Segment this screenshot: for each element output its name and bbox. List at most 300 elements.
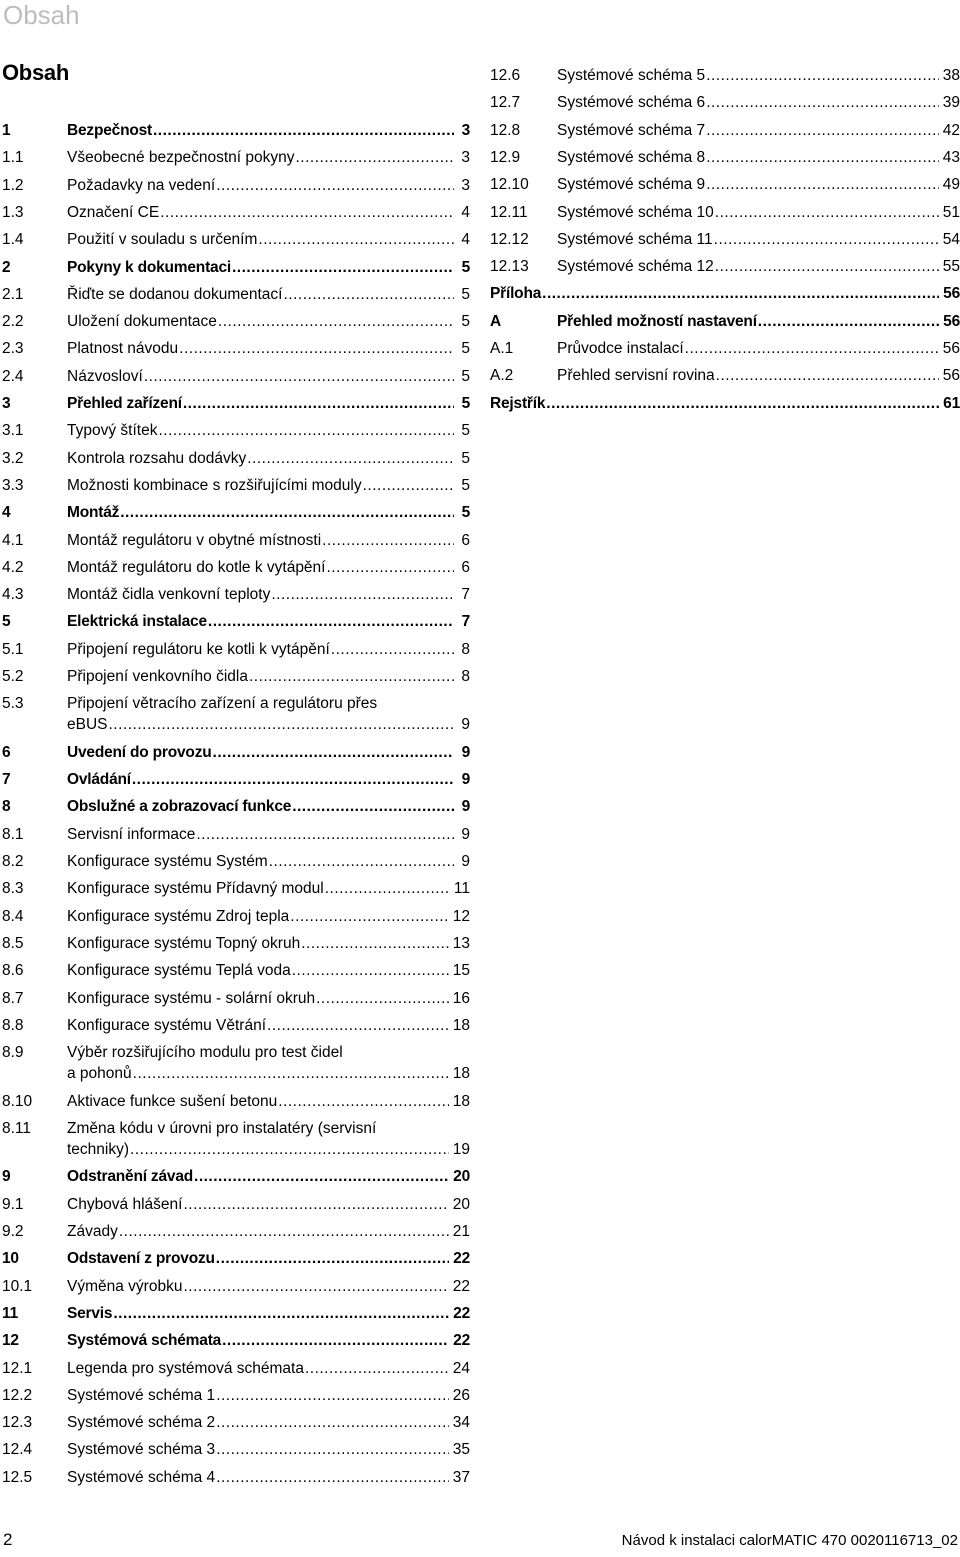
toc-entry[interactable] <box>0 284 470 305</box>
toc-entry-number: 1 <box>2 122 11 139</box>
toc-entry-page: 61 <box>943 394 960 412</box>
toc-entry-page: 9 <box>461 716 470 734</box>
toc-leader-dots <box>316 988 449 1009</box>
toc-entry-body <box>67 584 470 605</box>
toc-entry-title: Konfigurace systému Přídavný modul <box>67 880 324 898</box>
toc-entry-page: 4 <box>461 203 470 221</box>
toc-entry[interactable] <box>0 257 470 278</box>
toc-leader-dots <box>113 1303 449 1324</box>
toc-leader-dots <box>218 311 454 332</box>
toc-entry-number: 1.1 <box>2 149 24 167</box>
toc-entry-body <box>67 502 470 523</box>
toc-entry-title: Systémové schéma 5 <box>557 67 706 84</box>
toc-entry-body <box>67 229 470 250</box>
toc-entry[interactable] <box>490 174 960 195</box>
toc-entry-page: 7 <box>461 586 470 604</box>
toc-heading: Obsah <box>2 60 69 85</box>
toc-entry-number: 8.5 <box>2 934 24 952</box>
toc-entry-body <box>67 1330 470 1351</box>
toc-entry[interactable] <box>0 120 470 141</box>
toc-entry-page: 8 <box>461 668 470 685</box>
toc-entry[interactable] <box>0 611 470 632</box>
toc-entry-number: 8.2 <box>2 853 24 870</box>
toc-entry-title: a pohonů <box>67 1065 132 1083</box>
toc-entry[interactable] <box>0 584 470 605</box>
toc-entry-title: Konfigurace systému Teplá voda <box>67 962 291 980</box>
toc-leader-dots <box>325 878 450 899</box>
toc-entry-body <box>67 611 470 632</box>
toc-entry-title: Požadavky na vedení <box>67 176 216 194</box>
toc-entry-page: 51 <box>942 203 960 221</box>
toc-entry-body <box>67 311 470 332</box>
toc-entry-number: 7 <box>2 771 11 789</box>
toc-entry[interactable] <box>490 283 960 304</box>
toc-leader-dots <box>213 742 454 763</box>
toc-entry-page: 5 <box>461 340 470 358</box>
toc-entry-page: 56 <box>942 340 960 357</box>
toc-entry[interactable] <box>0 1248 470 1269</box>
toc-entry-title: Přehled možností nastavení <box>557 312 757 330</box>
toc-entry[interactable] <box>0 1015 470 1036</box>
toc-entry-body <box>67 284 470 305</box>
toc-entry[interactable] <box>490 311 960 332</box>
toc-leader-dots <box>232 257 454 278</box>
toc-entry[interactable] <box>0 666 470 687</box>
toc-entry-number: 8.8 <box>2 1016 24 1034</box>
toc-entry[interactable] <box>0 906 470 927</box>
toc-entry[interactable] <box>0 557 470 578</box>
toc-entry-title: Průvodce instalací <box>557 340 684 357</box>
toc-entry-number: 5.3 <box>2 695 24 713</box>
toc-entry-title: Systémové schéma 2 <box>67 1414 216 1432</box>
toc-leader-dots <box>247 448 454 469</box>
toc-entry-number: 4.3 <box>2 586 24 604</box>
toc-entry-page: 9 <box>461 771 470 789</box>
toc-entry-title: Řiďte se dodanou dokumentací <box>67 285 283 303</box>
toc-leader-dots <box>715 202 939 223</box>
toc-entry-number: 2.3 <box>2 340 24 358</box>
toc-entry-body <box>67 878 470 899</box>
toc-entry-title: Systémová schémata <box>67 1332 222 1350</box>
toc-entry-page: 5 <box>461 258 470 276</box>
toc-leader-dots <box>120 502 454 523</box>
toc-entry[interactable] <box>490 256 960 277</box>
toc-leader-dots <box>278 1091 449 1112</box>
toc-entry-body <box>67 1042 470 1084</box>
toc-entry-body <box>67 448 470 469</box>
toc-entry-title: Příloha <box>490 285 542 303</box>
toc-leader-dots <box>132 769 454 790</box>
toc-leader-dots <box>292 960 449 981</box>
toc-entry-title: Systémové schéma 11 <box>557 230 713 248</box>
toc-entry-body <box>67 1015 470 1036</box>
toc-entry-body <box>67 338 470 359</box>
toc-entry-title: Konfigurace systému Zdroj tepla <box>67 907 290 925</box>
toc-entry[interactable] <box>490 365 960 386</box>
toc-entry[interactable] <box>0 824 470 845</box>
toc-entry-body <box>67 906 470 927</box>
toc-entry[interactable] <box>0 338 470 359</box>
toc-leader-dots <box>216 1412 449 1433</box>
toc-entry-body <box>67 557 470 578</box>
toc-leader-dots <box>160 202 454 223</box>
toc-entry-page: 16 <box>452 989 470 1007</box>
toc-entry[interactable] <box>0 1358 470 1379</box>
toc-entry-number: 9 <box>2 1168 11 1186</box>
toc-entry-body <box>67 666 470 687</box>
toc-entry-page: 37 <box>452 1468 470 1486</box>
toc-entry-page: 43 <box>942 148 960 166</box>
toc-entry-title: Uvedení do provozu <box>67 743 212 761</box>
toc-entry-page: 56 <box>942 367 960 385</box>
toc-entry[interactable] <box>0 530 470 551</box>
toc-entry-number: A <box>490 312 501 330</box>
toc-entry-title: Systémové schéma 3 <box>67 1441 216 1459</box>
toc-entry-page: 6 <box>461 531 470 549</box>
toc-entry-title: Konfigurace systému - solární okruh <box>67 989 316 1007</box>
toc-entry-body <box>67 796 470 817</box>
toc-entry-body <box>67 202 470 223</box>
toc-leader-dots <box>546 393 939 414</box>
toc-entry[interactable] <box>0 311 470 332</box>
toc-entry[interactable] <box>490 92 960 113</box>
toc-entry-title: Systémové schéma 6 <box>557 94 706 112</box>
toc-entry-body <box>557 147 960 168</box>
toc-entry-title: Systémové schéma 12 <box>557 258 714 276</box>
toc-entry[interactable] <box>0 1276 470 1297</box>
toc-entry-page: 42 <box>942 121 960 139</box>
toc-entry[interactable] <box>0 229 470 250</box>
toc-entry-title: Bezpečnost <box>67 122 152 139</box>
toc-entry[interactable] <box>0 742 470 763</box>
toc-leader-dots <box>216 1467 449 1488</box>
toc-entry[interactable] <box>0 1042 470 1084</box>
toc-entry-page: 9 <box>461 798 470 816</box>
toc-entry-page: 35 <box>452 1441 470 1459</box>
toc-entry-title: Přehled servisní rovina <box>557 367 715 385</box>
toc-entry-page: 8 <box>461 640 470 658</box>
toc-leader-dots <box>322 530 454 551</box>
toc-entry[interactable] <box>0 639 470 660</box>
toc-entry-page: 5 <box>461 367 470 385</box>
toc-entry-body <box>557 365 960 386</box>
toc-entry-title: Označení CE <box>67 203 160 221</box>
toc-entry-number: 8.3 <box>2 880 24 898</box>
toc-entry-number: 12.2 <box>2 1386 33 1404</box>
toc-entry-body <box>67 257 470 278</box>
toc-entry-title: Montáž čidla venkovní teploty <box>67 586 271 604</box>
toc-entry-page: 22 <box>453 1250 470 1268</box>
toc-entry-body <box>67 420 470 441</box>
toc-entry-title: Názvosloví <box>67 367 143 385</box>
toc-entry-body <box>67 120 470 141</box>
toc-entry-page: 34 <box>452 1414 470 1432</box>
toc-entry-page: 39 <box>942 94 960 112</box>
toc-entry-title: Systémové schéma 7 <box>557 121 706 139</box>
toc-entry[interactable] <box>0 769 470 790</box>
toc-leader-dots <box>216 1439 449 1460</box>
toc-entry-body <box>67 1412 470 1433</box>
toc-leader-dots <box>758 311 939 332</box>
toc-entry[interactable] <box>0 502 470 523</box>
toc-entry-page: 26 <box>452 1386 470 1404</box>
toc-entry-title: Připojení venkovního čidla <box>67 668 248 685</box>
toc-entry-number: 4 <box>2 504 11 522</box>
toc-entry-page: 21 <box>452 1223 470 1240</box>
toc-entry[interactable] <box>0 796 470 817</box>
toc-entry[interactable] <box>0 1194 470 1215</box>
toc-entry[interactable] <box>0 202 470 223</box>
toc-entry[interactable] <box>0 1439 470 1460</box>
toc-entry[interactable] <box>490 229 960 250</box>
toc-leader-dots <box>706 147 939 168</box>
toc-leader-dots <box>216 1248 449 1269</box>
toc-entry-number: 8.10 <box>2 1092 33 1110</box>
toc-leader-dots <box>271 584 454 605</box>
toc-entry-body <box>67 639 470 660</box>
toc-entry[interactable] <box>0 448 470 469</box>
toc-entry-body <box>67 1248 470 1269</box>
toc-entry-title: Rejstřík <box>490 394 546 412</box>
toc-entry-title: Servisní informace <box>67 825 196 843</box>
toc-entry-body <box>557 120 960 141</box>
toc-entry-title: Aktivace funkce sušení betonu <box>67 1092 278 1110</box>
toc-leader-dots <box>258 229 454 250</box>
toc-entry-number: 12.6 <box>490 67 521 84</box>
toc-entry-page: 5 <box>461 313 470 331</box>
toc-entry-body <box>557 92 960 113</box>
toc-entry-title: Chybová hlášení <box>67 1195 183 1213</box>
toc-leader-dots <box>109 714 455 735</box>
toc-leader-dots <box>267 1015 449 1036</box>
toc-entry-number: 2.4 <box>2 367 24 385</box>
toc-entry-page: 5 <box>461 449 470 467</box>
toc-entry-number: 3 <box>2 395 11 412</box>
toc-entry-number: 12.7 <box>490 94 521 112</box>
toc-entry-title: Připojení regulátoru ke kotli k vytápění <box>67 640 330 658</box>
toc-entry-page: 9 <box>461 853 470 870</box>
toc-entry-page: 5 <box>461 395 470 412</box>
toc-entry-title: Obslužné a zobrazovací funkce <box>67 798 292 816</box>
toc-leader-dots <box>296 147 455 168</box>
toc-entry-title: eBUS <box>67 716 108 734</box>
toc-entry-page: 18 <box>452 1016 470 1034</box>
toc-leader-dots <box>542 283 939 304</box>
toc-entry-page: 5 <box>461 422 470 440</box>
toc-leader-dots <box>283 284 454 305</box>
toc-entry[interactable] <box>0 878 470 899</box>
toc-entry[interactable] <box>490 202 960 223</box>
toc-entry-number: 10.1 <box>2 1277 33 1295</box>
toc-entry-title-line1: Připojení větracího zařízení a regulátoru přes <box>67 695 378 713</box>
toc-entry-body <box>67 175 470 196</box>
toc-entry-number: 3.1 <box>2 422 24 440</box>
toc-entry[interactable] <box>490 147 960 168</box>
toc-entry-page: 49 <box>942 176 960 194</box>
toc-entry-number: 5 <box>2 613 11 631</box>
toc-entry-title: Pokyny k dokumentaci <box>67 258 231 276</box>
toc-entry-body <box>67 1118 470 1160</box>
toc-entry-page: 54 <box>942 230 960 248</box>
toc-entry-body <box>67 1091 470 1112</box>
toc-leader-dots <box>119 1221 449 1242</box>
toc-leader-dots <box>331 639 454 660</box>
toc-entry-page: 56 <box>943 312 960 330</box>
toc-entry[interactable] <box>0 420 470 441</box>
toc-entry-title: Použití v souladu s určením <box>67 231 258 249</box>
toc-entry-body <box>67 988 470 1009</box>
toc-entry-number: 3.2 <box>2 449 24 467</box>
toc-entry-body <box>67 1467 470 1488</box>
toc-leader-dots <box>305 1358 449 1379</box>
toc-entry-title: Konfigurace systému Topný okruh <box>67 934 301 952</box>
toc-entry-number: 12.1 <box>2 1359 33 1377</box>
toc-entry-number: 10 <box>2 1250 19 1268</box>
toc-entry-body <box>67 366 470 387</box>
toc-leader-dots <box>179 338 454 359</box>
toc-leader-dots <box>249 666 454 687</box>
toc-entry[interactable] <box>0 1166 470 1187</box>
toc-leader-dots <box>706 92 939 113</box>
toc-entry-title-line1: Výběr rozšiřujícího modulu pro test čidel <box>67 1044 343 1062</box>
toc-entry-page: 38 <box>942 67 960 84</box>
toc-leader-dots <box>716 365 939 386</box>
toc-entry[interactable] <box>490 338 960 359</box>
toc-entry-number: 5.2 <box>2 668 24 685</box>
toc-entry-body <box>490 283 960 304</box>
toc-entry-body <box>67 693 470 735</box>
toc-entry-number: 1.2 <box>2 176 24 194</box>
toc-entry-number: 2.2 <box>2 313 24 331</box>
toc-entry[interactable] <box>0 693 470 735</box>
toc-entry-body <box>67 742 470 763</box>
toc-leader-dots <box>183 1276 448 1297</box>
toc-entry[interactable] <box>0 851 470 872</box>
toc-entry[interactable] <box>0 960 470 981</box>
toc-entry-body <box>67 1166 470 1187</box>
toc-entry-number: 8 <box>2 798 11 816</box>
toc-entry-number: A.1 <box>490 340 514 357</box>
toc-entry-title: Uložení dokumentace <box>67 313 217 331</box>
toc-entry-page: 20 <box>452 1195 470 1213</box>
toc-entry-body <box>557 174 960 195</box>
toc-leader-dots <box>183 1194 448 1215</box>
toc-entry-title: Montáž regulátoru do kotle k vytápění <box>67 558 326 576</box>
toc-entry-body <box>67 1221 470 1242</box>
toc-leader-dots <box>706 174 939 195</box>
toc-entry-body <box>67 960 470 981</box>
toc-entry[interactable] <box>0 175 470 196</box>
toc-entry-body <box>67 147 470 168</box>
toc-entry[interactable] <box>0 1412 470 1433</box>
toc-entry-body <box>557 202 960 223</box>
toc-entry-title: Odstranění závad <box>67 1168 194 1186</box>
toc-entry-page: 3 <box>461 149 470 167</box>
toc-leader-dots <box>326 557 454 578</box>
toc-entry-number: 12.5 <box>2 1468 33 1486</box>
toc-entry-title: Servis <box>67 1304 113 1322</box>
toc-entry-title: Systémové schéma 4 <box>67 1468 216 1486</box>
toc-entry[interactable] <box>0 366 470 387</box>
toc-leader-dots <box>216 175 454 196</box>
toc-entry-number: 8.9 <box>2 1044 24 1062</box>
toc-entry-number: 8.6 <box>2 962 24 980</box>
toc-entry-title: Možnosti kombinace s rozšiřujícími moduly <box>67 476 362 494</box>
document-header-title: Obsah <box>3 0 80 30</box>
toc-entry[interactable] <box>0 1221 470 1242</box>
toc-entry-body <box>67 851 470 872</box>
toc-entry-number: 4.2 <box>2 558 24 576</box>
toc-entry-page: 18 <box>452 1092 470 1110</box>
toc-entry-page: 9 <box>461 743 470 761</box>
toc-entry-page: 22 <box>452 1277 470 1295</box>
toc-leader-dots <box>208 611 454 632</box>
toc-entry-number: 12.4 <box>2 1441 33 1459</box>
toc-entry[interactable] <box>490 120 960 141</box>
toc-entry-title: Systémové schéma 9 <box>557 176 706 194</box>
toc-entry-body <box>557 311 960 332</box>
toc-entry-body <box>67 1303 470 1324</box>
toc-entry[interactable] <box>0 1330 470 1351</box>
toc-entry[interactable] <box>0 1303 470 1324</box>
toc-entry[interactable] <box>0 475 470 496</box>
toc-entry-page: 7 <box>461 613 470 631</box>
footer-document-reference: Návod k instalaci calorMATIC 470 0020116713_02 <box>621 1532 958 1549</box>
toc-entry-number: 5.1 <box>2 640 24 658</box>
toc-entry-number: 12.8 <box>490 121 521 139</box>
toc-entry-body <box>557 256 960 277</box>
toc-entry-number: 12.13 <box>490 258 529 276</box>
toc-entry[interactable] <box>490 65 960 86</box>
toc-entry-number: 3.3 <box>2 476 24 494</box>
toc-entry[interactable] <box>0 1385 470 1406</box>
toc-entry-title: Konfigurace systému Větrání <box>67 1016 267 1034</box>
toc-entry-title: Platnost návodu <box>67 340 179 358</box>
toc-leader-dots <box>153 120 454 141</box>
toc-entry-body <box>67 824 470 845</box>
footer-page-number: 2 <box>3 1530 13 1549</box>
toc-leader-dots <box>301 933 449 954</box>
toc-entry-number: 2.1 <box>2 285 24 303</box>
toc-entry[interactable] <box>0 1091 470 1112</box>
toc-entry-body <box>490 393 960 414</box>
toc-entry-title: Ovládání <box>67 771 131 789</box>
toc-entry-title: techniky) <box>67 1140 130 1158</box>
toc-entry-title: Výměna výrobku <box>67 1277 183 1295</box>
toc-entry[interactable] <box>0 1467 470 1488</box>
toc-entry-number: 12.11 <box>490 203 528 221</box>
toc-entry-page: 22 <box>453 1332 470 1350</box>
toc-leader-dots <box>706 120 939 141</box>
toc-entry-number: 6 <box>2 743 11 761</box>
toc-leader-dots <box>715 256 939 277</box>
toc-entry[interactable] <box>0 147 470 168</box>
toc-leader-dots <box>222 1330 449 1351</box>
toc-entry-body <box>67 1358 470 1379</box>
toc-entry-page: 19 <box>452 1140 470 1158</box>
toc-entry[interactable] <box>0 1118 470 1160</box>
toc-entry-title: Systémové schéma 10 <box>557 203 714 221</box>
toc-entry-number: 1.3 <box>2 203 24 221</box>
toc-entry[interactable] <box>490 393 960 414</box>
toc-entry-title: Všeobecné bezpečnostní pokyny <box>67 149 295 167</box>
toc-entry-title: Systémové schéma 8 <box>557 148 706 166</box>
toc-entry[interactable] <box>0 988 470 1009</box>
toc-entry-page: 22 <box>453 1304 470 1322</box>
toc-entry[interactable] <box>0 933 470 954</box>
toc-entry-body <box>67 475 470 496</box>
toc-entry[interactable] <box>0 393 470 414</box>
